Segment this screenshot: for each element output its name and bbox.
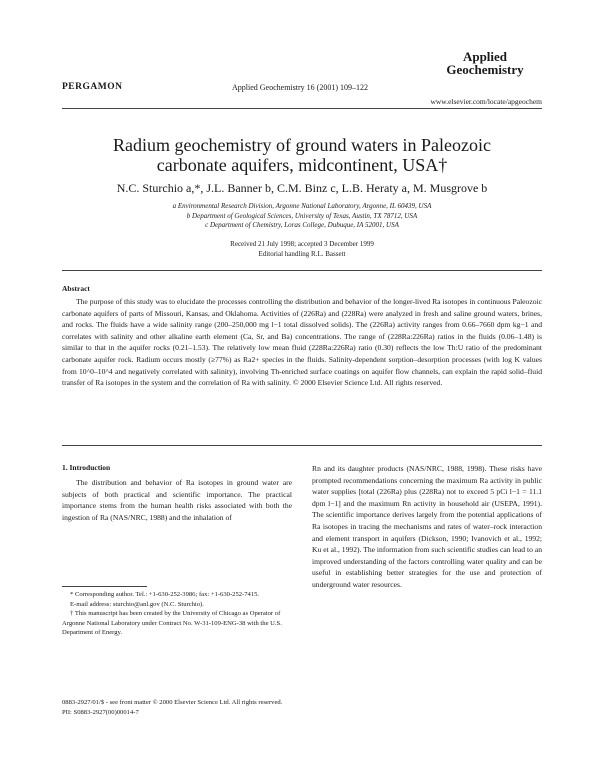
editorial-handling: Editorial handling R.L. Bassett [258, 250, 346, 258]
title-line-2: carbonate aquifers, midcontinent, USA† [156, 155, 448, 175]
journal-url[interactable]: www.elsevier.com/locate/apgeochem [430, 97, 542, 106]
abstract-text: The purpose of this study was to elucidate the processes controlling the distribution and behavior of the longer-lived Ra isotopes in continuous Paleozoic carbonate aquifers of parts of Missouri, Kansas, and Oklahoma. Activities of (226Ra) and (228Ra) were analyzed in fresh and saline ground waters, brines, and rocks. The fluids have a wide salinity range (200–250,000 mg l−1 total dissolved solids). The (226Ra) activity ranges from 0.66–7660 dpm kg−1 and correlates with salinity and other alkaline earth element (Ca, Sr, and Ba) concentrations. The range of (228Ra:226Ra) ratios in the fluids (0.06–1.48) is similar to that in the aquifer rocks (0.21–1.53). The relatively low mean fluid (228Ra:226Ra) ratio (0.30) reflects the low Th:U ratio of the predominant carbonate aquifer rock. Radium occurs mostly (≥77%) as Ra2+ species in the fluids. Salinity-dependent sorption–desorption processes (with log K values from 10^0–10^4 and negatively correlated with salinity), involving Th-enriched surface coatings on aquifer flow channels, can explain the rapid solid–fluid transfer of Ra isotopes in the system and the correlation of Ra with salinity. © 2000 Elsevier Science Ltd. All rights reserved. [62, 297, 542, 388]
affiliation-c: c Department of Chemistry, Loras College, Dubuque, IA 52001, USA [205, 221, 399, 229]
affiliation-b: b Department of Geological Sciences, University of Texas, Austin, TX 78712, USA [186, 211, 418, 220]
affiliations [62, 202, 542, 231]
title-line-1: Radium geochemistry of ground waters in Paleozoic [113, 135, 491, 155]
section-heading-introduction: 1. Introduction [62, 463, 111, 472]
intro-paragraph-left: The distribution and behavior of Ra isotopes in ground water are subjects of both practical and scientific importance. The practical importance stems from the human health risks associated with both the ingestion of Ra (NAS/NRC, 1988) and the inhalation of [62, 478, 292, 522]
journal-reference: Applied Geochemistry 16 (2001) 109–122 [232, 83, 368, 92]
received-date: Received 21 July 1998; accepted 3 December 1999 [230, 240, 374, 248]
affiliation-a: a Environmental Research Division, Argonne National Laboratory, Argonne, IL 60439, USA [172, 202, 432, 210]
footnotes [62, 590, 292, 638]
footnote-corresponding: * Corresponding author. Tel.: +1-630-252-3986; fax: +1-630-252-7415. [70, 591, 260, 598]
article-title [62, 135, 542, 175]
abstract-bottom-rule [62, 445, 542, 446]
header-rule [62, 108, 542, 109]
issn-line: 0883-2927/01/$ - see front matter © 2000 Elsevier Science Ltd. All rights reserved. [62, 699, 283, 706]
author-list: N.C. Sturchio a,*, J.L. Banner b, C.M. Binz c, L.B. Heraty a, M. Musgrove b [116, 181, 488, 195]
pii-line: PII: S0883-2927(00)00014-7 [62, 709, 139, 716]
journal-name [430, 50, 540, 76]
journal-name-line2: Geochemistry [446, 62, 524, 77]
journal-name-line1: Applied [462, 49, 508, 64]
footnote-email: E-mail address: sturchio@anl.gov (N.C. Sturchio). [70, 600, 204, 608]
abstract-top-rule [62, 270, 542, 271]
article-history [62, 239, 542, 259]
intro-paragraph-right: Rn and its daughter products (NAS/NRC, 1988, 1998). These risks have prompted recommendations concerning the maximum Ra activity in public water supplies [total (226Ra) plus (228Ra) not to exceed 5 pCi l−1 = 11.1 dpm l−1] and the maximum Rn activity in household air (USEPA, 1991). The scientific importance derives largely from the potential applications of Ra isotopes in tracing the mechanisms and rates of water–rock interaction and element transport in aquifers (Dickson, 1990; Ivanovich et al., 1992; Ku et al., 1992). The information from such scientific studies can lead to an improved understanding of the factors controlling water quality and can be useful in establishing better strategies for the use and protection of underground water resources. [312, 464, 542, 589]
bottom-matter [62, 698, 282, 718]
publisher-logo: PERGAMON [62, 82, 123, 92]
footnote-dagger: † This manuscript has been created by the University of Chicago as Operator of Argonne National Laboratory under Contract No. W-31-109-ENG-38 with the U.S. Department of Energy. [62, 610, 282, 636]
footnote-rule [62, 586, 147, 587]
abstract-heading: Abstract [62, 284, 90, 293]
